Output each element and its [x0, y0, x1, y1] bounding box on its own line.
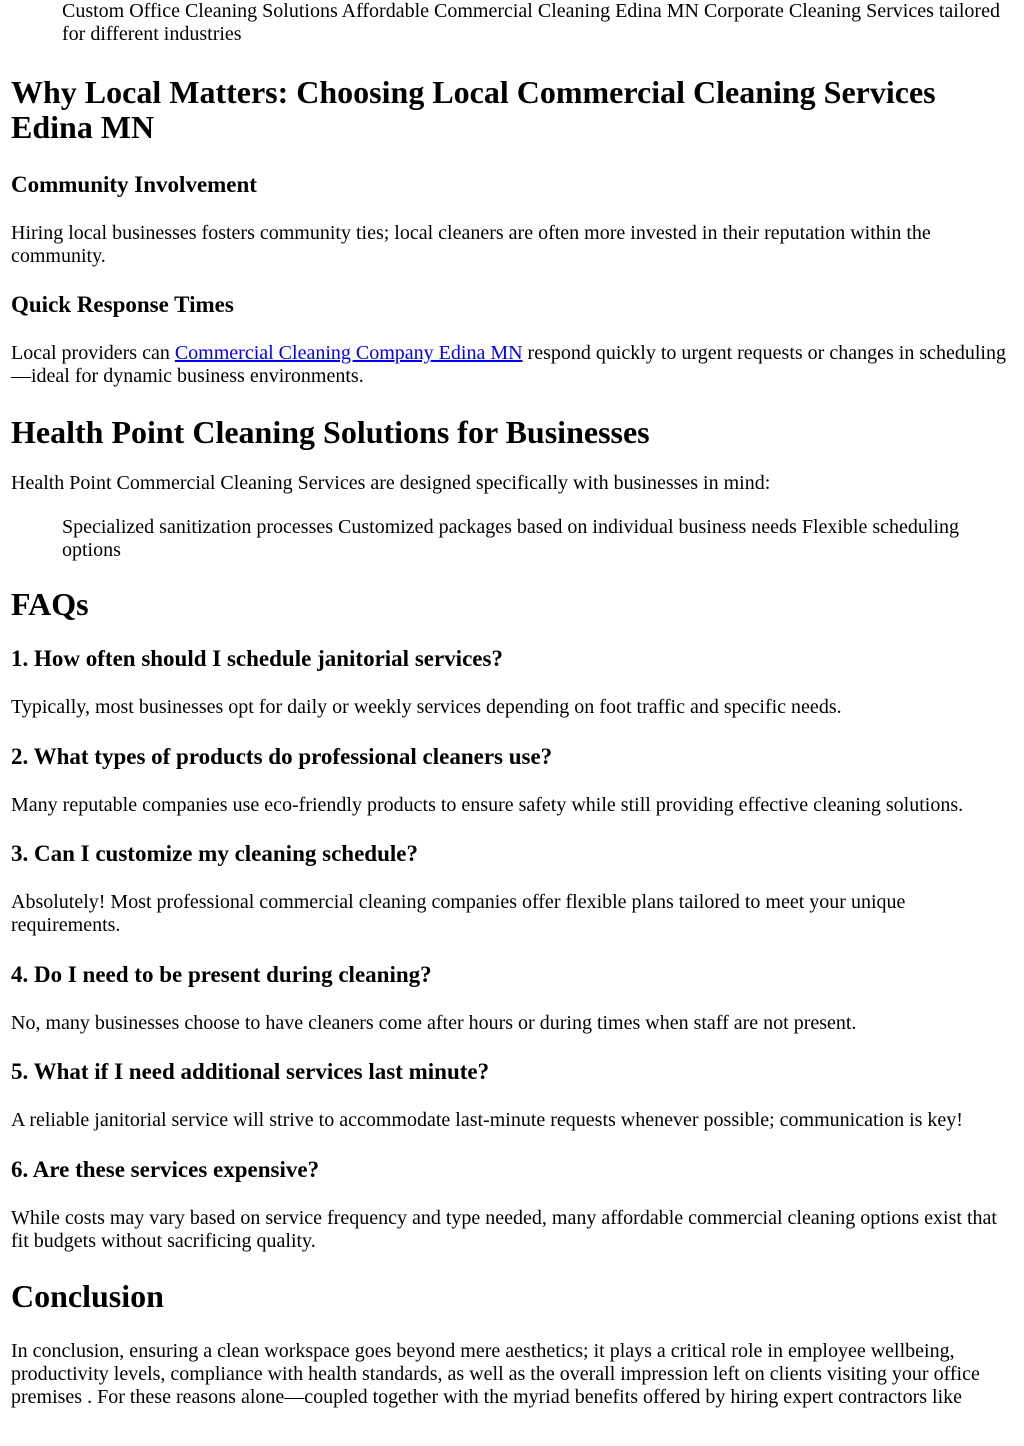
community-involvement-heading: Community Involvement — [11, 172, 257, 197]
faq-question-6: 6. Are these services expensive? — [11, 1157, 320, 1182]
intro-blockquote: Custom Office Cleaning Solutions Affordable Commercial Cleaning Edina MN Corporate Cleaning Services tailored for different industries — [62, 0, 1000, 45]
health-point-text: Health Point Commercial Cleaning Services are designed specifically with businesses in mind: — [11, 472, 771, 494]
commercial-cleaning-company-link[interactable]: Commercial Cleaning Company Edina MN — [174, 342, 523, 364]
quick-response-heading: Quick Response Times — [11, 292, 234, 317]
quick-response-text-after: respond quickly to urgent requests or changes in scheduling—ideal for dynamic business environments. — [11, 342, 1006, 387]
faq-question-4: 4. Do I need to be present during cleaning? — [11, 962, 432, 987]
faq-question-1: 1. How often should I schedule janitorial services? — [11, 646, 503, 671]
community-involvement-text: Hiring local businesses fosters community ties; local cleaners are often more invested in their reputation within the community. — [11, 222, 931, 267]
faq-question-2: 2. What types of products do professional cleaners use? — [11, 744, 553, 769]
faq-answer-4: No, many businesses choose to have cleaners come after hours or during times when staff are not present. — [11, 1012, 857, 1034]
faq-answer-5: A reliable janitorial service will strive to accommodate last-minute requests whenever possible; communication is key! — [11, 1109, 963, 1131]
conclusion-heading: Conclusion — [11, 1278, 164, 1314]
health-point-blockquote: Specialized sanitization processes Customized packages based on individual business needs Flexible scheduling options — [62, 516, 960, 561]
faq-answer-6: While costs may vary based on service frequency and type needed, many affordable commercial cleaning options exist that fit budgets without sacrificing quality. — [11, 1207, 997, 1252]
why-local-heading: Why Local Matters: Choosing Local Commercial Cleaning Services Edina MN — [11, 74, 936, 145]
health-point-heading: Health Point Cleaning Solutions for Businesses — [11, 414, 650, 450]
quick-response-text-before: Local providers can — [11, 342, 175, 364]
faq-answer-3: Absolutely! Most professional commercial cleaning companies offer flexible plans tailored to meet your unique requirements. — [11, 891, 906, 936]
faqs-heading: FAQs — [11, 586, 89, 622]
faq-question-5: 5. What if I need additional services last minute? — [11, 1059, 490, 1084]
quick-response-text — [11, 342, 1012, 388]
faq-answer-2: Many reputable companies use eco-friendly products to ensure safety while still providing effective cleaning solutions. — [11, 794, 964, 816]
faq-question-3: 3. Can I customize my cleaning schedule? — [11, 841, 418, 866]
faq-answer-1: Typically, most businesses opt for daily or weekly services depending on foot traffic and specific needs. — [11, 696, 842, 718]
conclusion-text: In conclusion, ensuring a clean workspace goes beyond mere aesthetics; it plays a critical role in employee wellbeing, productivity levels, compliance with health standards, as well as the overall impression left on clients visiting your office premises . For these reasons alone—coupled together with the myriad benefits offered by hiring expert contractors like — [11, 1340, 980, 1408]
